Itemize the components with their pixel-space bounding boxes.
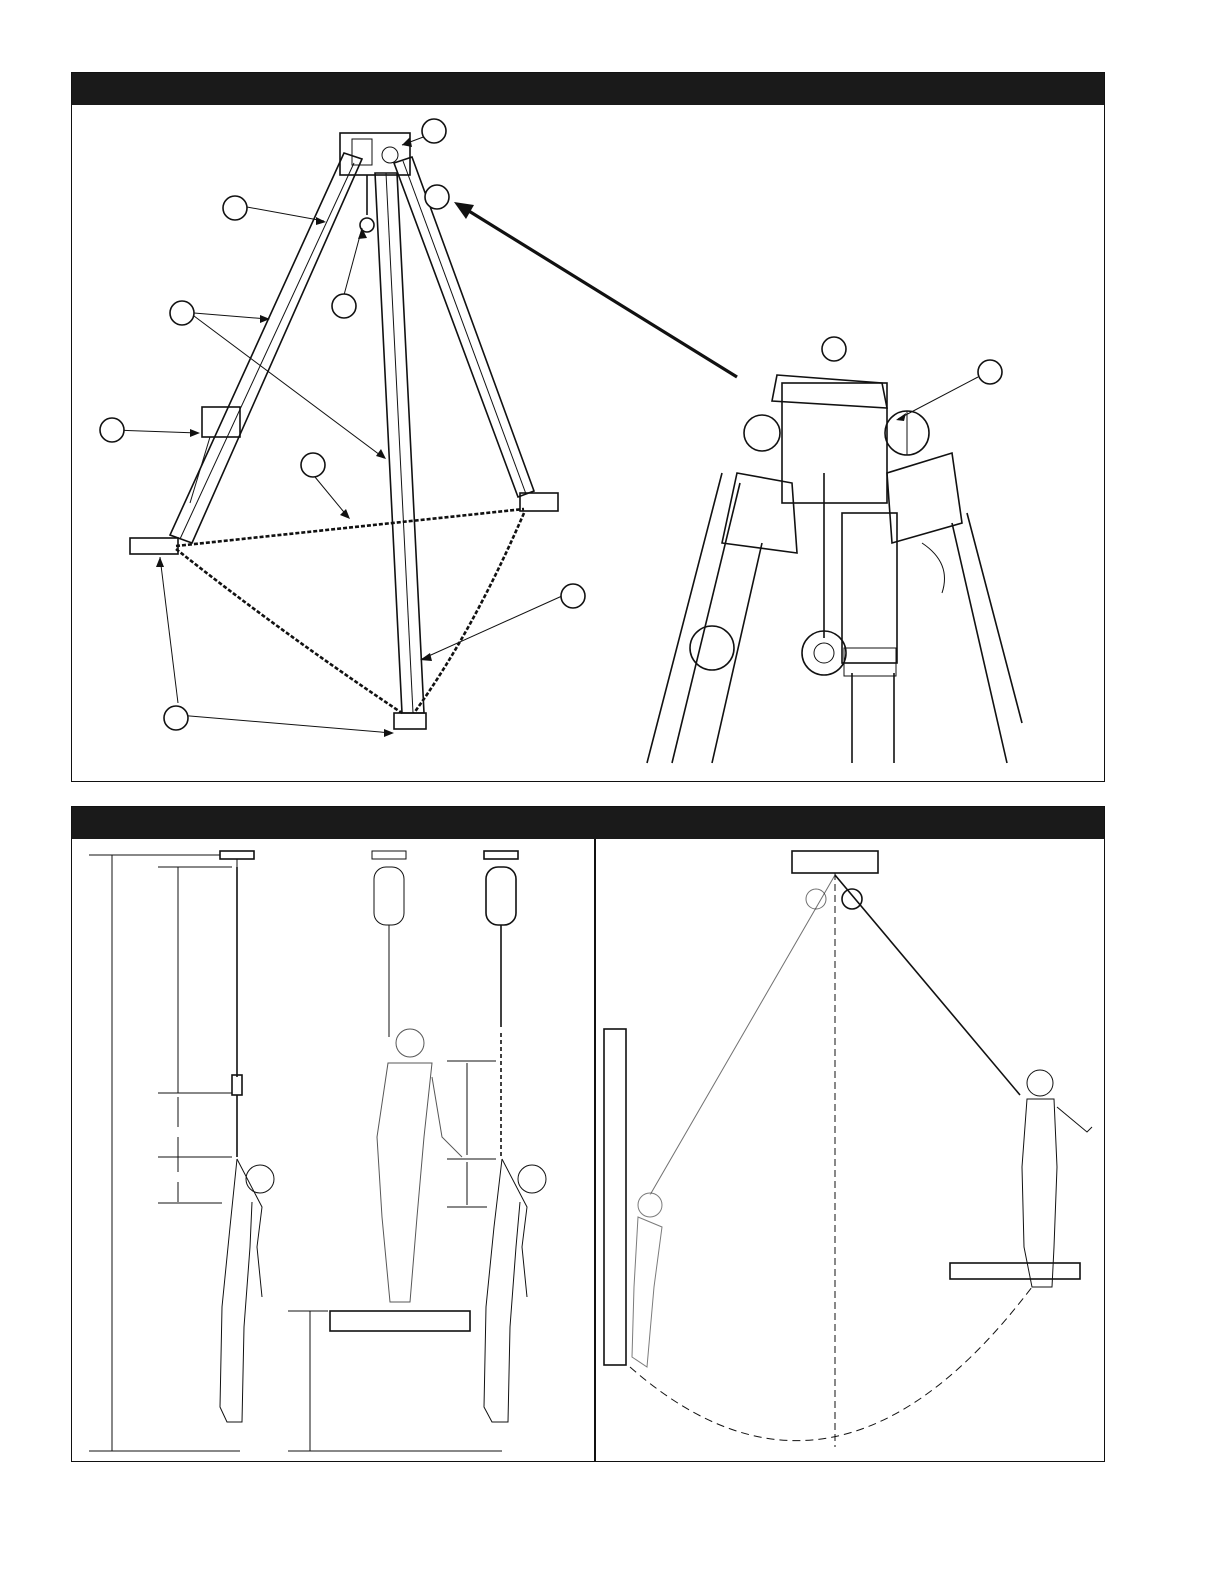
callout-3 xyxy=(223,196,247,220)
tripod-head xyxy=(340,133,410,175)
clearance-figure-panel xyxy=(71,806,1105,1462)
tripod-figure-panel xyxy=(71,72,1105,782)
detail-pointer-arrow xyxy=(464,208,737,377)
lanyard-clearance-diagram xyxy=(89,851,274,1451)
tripod-foot-left xyxy=(130,538,178,554)
swing-fall-diagram xyxy=(604,851,1092,1447)
callout-8 xyxy=(561,584,585,608)
wall-obstruction xyxy=(604,1029,626,1365)
worker-standing xyxy=(377,1029,462,1302)
clearance-drawing xyxy=(72,807,1106,1463)
callout-6 xyxy=(100,418,124,442)
callout-1 xyxy=(422,119,446,143)
callout-4 xyxy=(332,294,356,318)
callout-2 xyxy=(425,185,449,209)
tripod-head-detail xyxy=(647,375,1022,763)
edge-platform xyxy=(950,1263,1080,1279)
overhead-anchor-beam xyxy=(792,851,878,873)
srl-fallen-diagram xyxy=(447,851,546,1422)
srl-standing-diagram xyxy=(288,851,502,1451)
callout-arrowheads xyxy=(156,137,906,737)
anchor-plate-1 xyxy=(220,851,254,859)
callout-5 xyxy=(170,301,194,325)
tripod-leg-left xyxy=(170,153,362,543)
worker-edge xyxy=(1022,1070,1092,1287)
lifeline-taut xyxy=(835,875,1020,1095)
worker-swung xyxy=(632,1193,662,1367)
tripod-drawing xyxy=(72,73,1106,783)
anchor-plate-2 xyxy=(372,851,406,859)
callout-10 xyxy=(822,337,846,361)
worker-suspended-2 xyxy=(484,1159,546,1422)
callouts xyxy=(100,119,1002,730)
worker-suspended-1 xyxy=(220,1159,274,1422)
callout-11 xyxy=(978,360,1002,384)
anchor-plate-3 xyxy=(484,851,518,859)
chain-right-center xyxy=(414,513,524,713)
srl-device-1 xyxy=(374,867,404,925)
callout-7 xyxy=(301,453,325,477)
callout-leaders xyxy=(114,133,978,733)
lifeline-swung xyxy=(650,875,835,1195)
shock-absorber xyxy=(232,1075,242,1095)
chain-left-center xyxy=(176,549,402,713)
tripod-foot-right xyxy=(520,493,558,511)
tripod-foot-center xyxy=(394,713,426,729)
srl-device-2 xyxy=(486,867,516,925)
callout-9 xyxy=(164,706,188,730)
chain-left-right xyxy=(176,509,524,546)
swing-arc xyxy=(630,1287,1032,1441)
platform xyxy=(330,1311,470,1331)
